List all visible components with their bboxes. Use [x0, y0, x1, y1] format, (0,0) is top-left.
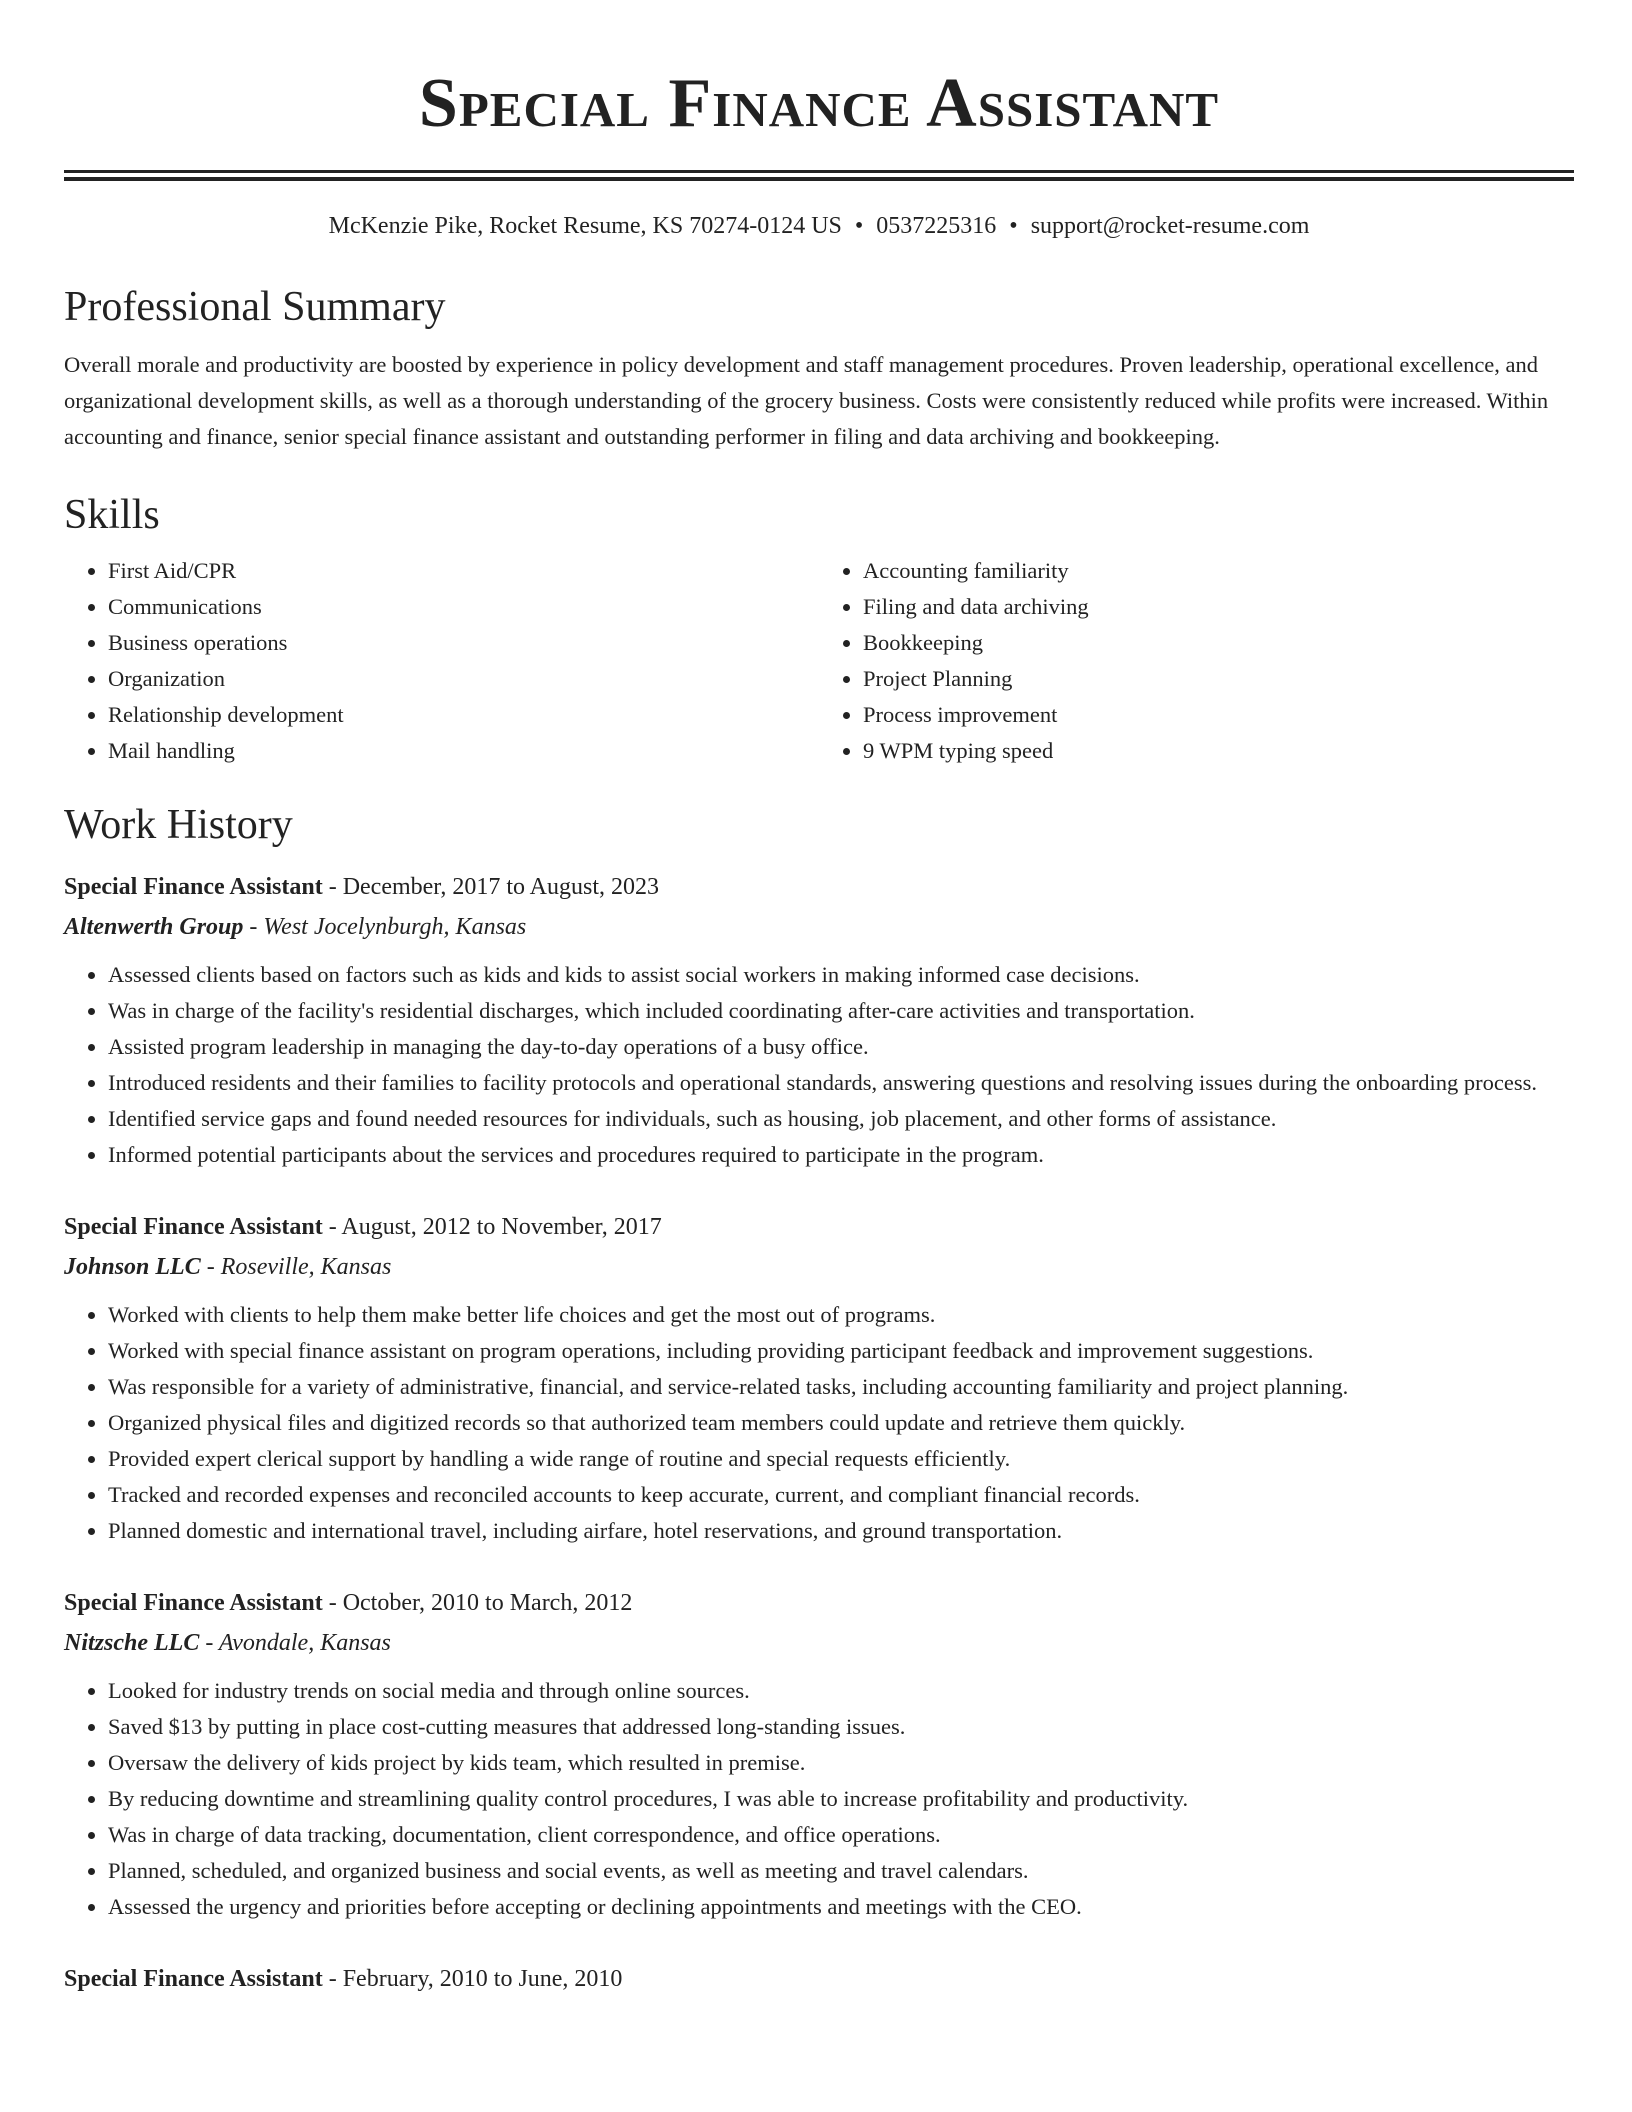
job-title-line — [64, 1959, 1574, 1999]
duty-item: • Oversaw the delivery of kids project by kids team, which resulted in premise. — [108, 1745, 1574, 1781]
job-duties — [64, 1297, 1574, 1549]
skills-heading: Skills — [64, 492, 160, 538]
duty-item: • Informed potential participants about the services and procedures required to participate in the program. — [108, 1137, 1574, 1173]
duty-item: • Tracked and recorded expenses and reconciled accounts to keep accurate, current, and compliant financial records. — [108, 1477, 1574, 1513]
contact-separator: • — [854, 213, 864, 239]
job-company-line — [64, 907, 1574, 947]
document-title: Special Finance Assistant — [418, 65, 1220, 142]
job-spacer — [64, 1925, 1574, 1959]
skill-item: • Accounting familiarity — [863, 553, 1574, 589]
job-role: Special Finance Assistant — [64, 1966, 323, 1992]
job-location: - Avondale, Kansas — [199, 1630, 391, 1656]
duty-item: • Assessed clients based on factors such as kids and kids to assist social workers in making informed case decisions. — [108, 957, 1574, 993]
duty-item: • Planned domestic and international travel, including airfare, hotel reservations, and ground transportation. — [108, 1513, 1574, 1549]
duty-item: • Worked with special finance assistant on program operations, including providing participant feedback and improvement suggestions. — [108, 1333, 1574, 1369]
duty-item: • Was in charge of data tracking, documentation, client correspondence, and office operations. — [108, 1817, 1574, 1853]
job-entry — [64, 1583, 1574, 1925]
skill-item: • Relationship development — [108, 697, 819, 733]
work-history-heading: Work History — [64, 802, 293, 848]
skills-list — [64, 553, 1574, 769]
job-entry — [64, 1207, 1574, 1549]
contact-email: support@rocket-resume.com — [1030, 213, 1310, 239]
skill-item: • Communications — [108, 589, 819, 625]
skill-item: • Project Planning — [863, 661, 1574, 697]
skill-item: • Filing and data archiving — [863, 589, 1574, 625]
job-title-line — [64, 867, 1574, 907]
job-duties — [64, 1673, 1574, 1925]
skill-item: • First Aid/CPR — [108, 553, 819, 589]
contact-separator: • — [1009, 213, 1018, 239]
job-company: Johnson LLC — [64, 1254, 201, 1280]
job-dates: - August, 2012 to November, 2017 — [322, 1214, 662, 1240]
job-title-line — [64, 1583, 1574, 1623]
skill-item: • Organization — [108, 661, 819, 697]
job-entry — [64, 1959, 1574, 1999]
skill-item: • Process improvement — [863, 697, 1574, 733]
skill-item: • Mail handling — [108, 733, 819, 769]
job-dates: - December, 2017 to August, 2023 — [322, 874, 660, 900]
summary-heading: Professional Summary — [64, 284, 446, 330]
skill-item: • Bookkeeping — [863, 625, 1574, 661]
job-dates: - February, 2010 to June, 2010 — [322, 1966, 623, 1992]
job-duties — [64, 957, 1574, 1173]
duty-item: • Was in charge of the facility's residential discharges, which included coordinating after-care activities and transportation. — [108, 993, 1574, 1029]
duty-item: • Assisted program leadership in managing the day-to-day operations of a busy office. — [108, 1029, 1574, 1065]
duty-item: • Assessed the urgency and priorities before accepting or declining appointments and meetings with the CEO. — [108, 1889, 1574, 1925]
duty-item: • Introduced residents and their families to facility protocols and operational standards, answering questions and resolving issues during the onboarding process. — [108, 1065, 1574, 1101]
job-location: - West Jocelynburgh, Kansas — [243, 914, 527, 940]
job-role: Special Finance Assistant — [64, 874, 323, 900]
job-company: Altenwerth Group — [64, 914, 244, 940]
duty-item: • Looked for industry trends on social media and through online sources. — [108, 1673, 1574, 1709]
duty-item: • Provided expert clerical support by handling a wide range of routine and special requests efficiently. — [108, 1441, 1574, 1477]
job-spacer — [64, 1173, 1574, 1207]
summary-text: Overall morale and productivity are boosted by experience in policy development and staff management procedures. Proven leadership, operational excellence, and organizational development skills, as well as a thorough understanding of the grocery business. Costs were consistently reduced while profits were increased. Within accounting and finance, senior special finance assistant and outstanding performer in filing and data archiving and bookkeeping. — [64, 352, 1549, 449]
skills-column-left — [64, 553, 819, 769]
job-company-line — [64, 1247, 1574, 1287]
job-role: Special Finance Assistant — [64, 1214, 323, 1240]
job-title-line — [64, 1207, 1574, 1247]
duty-item: • Organized physical files and digitized records so that authorized team members could update and retrieve them quickly. — [108, 1405, 1574, 1441]
contact-phone: 0537225316 — [876, 213, 997, 239]
skills-column-right — [819, 553, 1574, 769]
skill-item: • Business operations — [108, 625, 819, 661]
skill-item: • 9 WPM typing speed — [863, 733, 1574, 769]
job-location: - Roseville, Kansas — [200, 1254, 392, 1280]
job-entry — [64, 867, 1574, 1173]
duty-item: • By reducing downtime and streamlining quality control procedures, I was able to increase profitability and productivity. — [108, 1781, 1574, 1817]
duty-item: • Worked with clients to help them make better life choices and get the most out of programs. — [108, 1297, 1574, 1333]
job-company: Nitzsche LLC — [64, 1630, 200, 1656]
duty-item: • Planned, scheduled, and organized business and social events, as well as meeting and travel calendars. — [108, 1853, 1574, 1889]
job-company-line — [64, 1623, 1574, 1663]
contact-line — [64, 211, 1574, 241]
job-dates: - October, 2010 to March, 2012 — [322, 1590, 633, 1616]
resume-page — [64, 0, 1574, 1999]
duty-item: • Identified service gaps and found needed resources for individuals, such as housing, job placement, and other forms of assistance. — [108, 1101, 1574, 1137]
duty-item: • Saved $13 by putting in place cost-cutting measures that addressed long-standing issues. — [108, 1709, 1574, 1745]
duty-item: • Was responsible for a variety of administrative, financial, and service-related tasks, including accounting familiarity and project planning. — [108, 1369, 1574, 1405]
title-double-rule — [64, 170, 1574, 181]
job-role: Special Finance Assistant — [64, 1590, 323, 1616]
job-spacer — [64, 1549, 1574, 1583]
contact-address: McKenzie Pike, Rocket Resume, KS 70274-0124 US — [328, 213, 842, 239]
